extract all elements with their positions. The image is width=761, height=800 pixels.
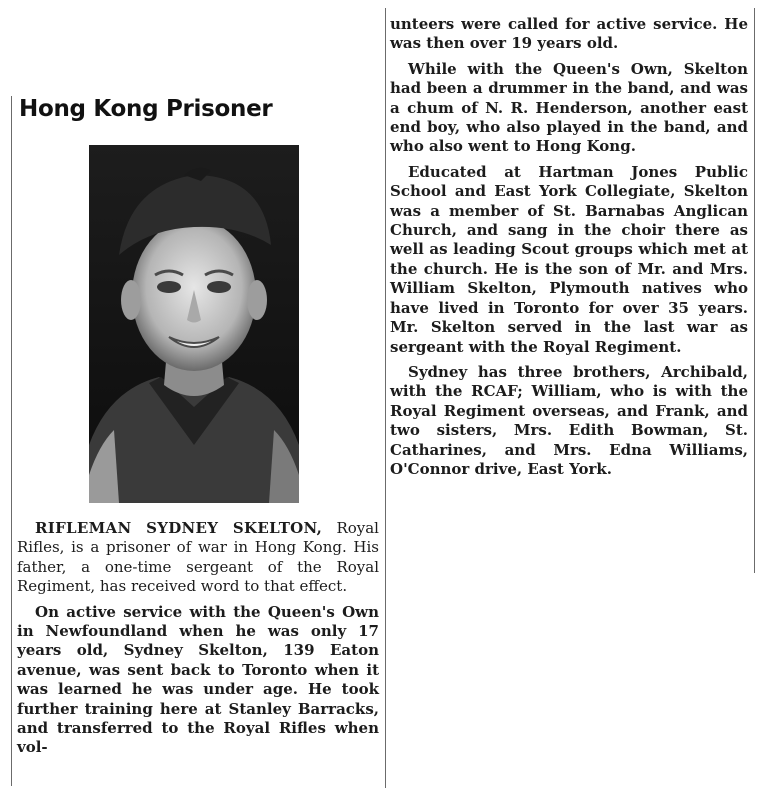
caption-name: RIFLEMAN SYDNEY SKELTON, (35, 519, 323, 537)
article-paragraph-3: While with the Queen's Own, Skelton had been a drummer in the band, and was a chum of N. R. Henderson, another east end boy, who also played in the band, and who also went to Hong Kong. (390, 59, 748, 156)
headline: Hong Kong Prisoner (19, 96, 273, 122)
column-rule-right (754, 8, 755, 573)
caption-body: Royal Rifles, is a prisoner of war in Hong Kong. His father, a one-time sergeant of the Royal Regiment, has received word to that effect. (17, 519, 379, 596)
portrait-photo (89, 145, 299, 503)
column-rule-middle (385, 8, 386, 788)
column-rule-left (11, 96, 12, 786)
article-paragraph-4: Educated at Hartman Jones Public School and East York Collegiate, Skelton was a member of St. Barnabas Anglican Church, and sang in the choir there as well as leading Scout groups which met at the church. He is the son of Mr. and Mrs. William Skelton, Plymouth natives who have lived in Toronto for over 35 years. Mr. Skelton served in the last war as sergeant with the Royal Regiment. (390, 162, 748, 356)
portrait-illustration (89, 145, 299, 503)
article-paragraph-2: unteers were called for active service. He was then over 19 years old. (390, 15, 748, 53)
article-paragraph-1: On active service with the Queen's Own in Newfoundland when he was only 17 years old, Sydney Skelton, 139 Eaton avenue, was sent back to Toronto when it was learned he was under age. He took further training here at Stanley Barracks, and transferred to the Royal Rifles when vol- (17, 602, 379, 757)
caption (17, 519, 379, 597)
article-paragraph-5: Sydney has three brothers, Archibald, with the RCAF; William, who is with the Royal Regiment overseas, and Frank, and two sisters, Mrs. Edith Bowman, St. Catharines, and Mrs. Edna Williams, O'Connor drive, East York. (390, 362, 748, 478)
right-column (390, 15, 748, 485)
left-column (17, 519, 379, 764)
